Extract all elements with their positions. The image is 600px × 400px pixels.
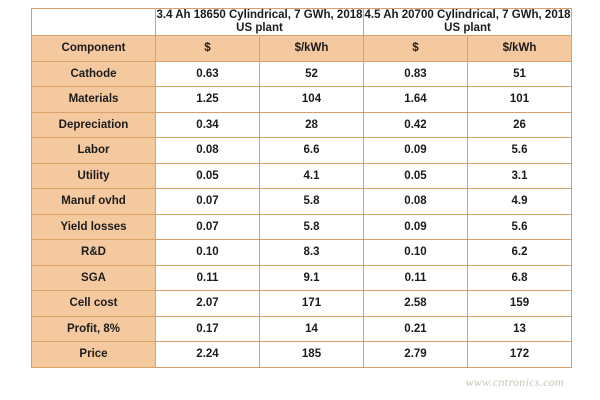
table-header-row-groups (32, 9, 572, 36)
cell-b-dollar: 0.42 (364, 112, 468, 138)
cell-b-kwh: 3.1 (468, 163, 572, 189)
cell-b-kwh: 5.6 (468, 138, 572, 164)
table-row (32, 214, 572, 240)
cell-b-dollar: 0.05 (364, 163, 468, 189)
cell-a-dollar: 1.25 (156, 87, 260, 113)
table-row (32, 342, 572, 368)
subheader-b-dollar: $ (364, 36, 468, 62)
row-label: Utility (32, 163, 156, 189)
row-label: Yield losses (32, 214, 156, 240)
cell-b-kwh: 172 (468, 342, 572, 368)
table-row (32, 87, 572, 113)
cell-b-dollar: 0.11 (364, 265, 468, 291)
cell-b-dollar: 0.83 (364, 61, 468, 87)
table-row (32, 265, 572, 291)
subheader-component: Component (32, 36, 156, 62)
row-label: SGA (32, 265, 156, 291)
cell-a-dollar: 0.05 (156, 163, 260, 189)
cell-a-kwh: 171 (260, 291, 364, 317)
cell-b-dollar: 1.64 (364, 87, 468, 113)
group-header-18650: 3.4 Ah 18650 Cylindrical, 7 GWh, 2018 US plant (156, 9, 363, 35)
cell-a-dollar: 0.08 (156, 138, 260, 164)
cell-a-kwh: 5.8 (260, 189, 364, 215)
battery-cost-table (31, 8, 572, 368)
subheader-a-dollar: $ (156, 36, 260, 62)
cell-a-kwh: 104 (260, 87, 364, 113)
cell-a-dollar: 0.34 (156, 112, 260, 138)
cell-b-kwh: 13 (468, 316, 572, 342)
row-label: Price (32, 342, 156, 368)
cell-b-kwh: 159 (468, 291, 572, 317)
watermark: www.cntronics.com (465, 375, 564, 389)
cell-a-dollar: 0.11 (156, 265, 260, 291)
row-label: Manuf ovhd (32, 189, 156, 215)
table-row (32, 291, 572, 317)
cell-b-kwh: 5.6 (468, 214, 572, 240)
cell-a-dollar: 0.10 (156, 240, 260, 266)
cell-b-dollar: 2.58 (364, 291, 468, 317)
table-row (32, 61, 572, 87)
cell-a-dollar: 0.07 (156, 214, 260, 240)
cell-b-kwh: 51 (468, 61, 572, 87)
cell-a-dollar: 2.07 (156, 291, 260, 317)
cell-b-kwh: 6.2 (468, 240, 572, 266)
table-row (32, 316, 572, 342)
group-header-20700: 4.5 Ah 20700 Cylindrical, 7 GWh, 2018 US plant (364, 9, 571, 35)
table-corner-cell (32, 9, 156, 36)
subheader-b-kwh: $/kWh (468, 36, 572, 62)
row-label: Profit, 8% (32, 316, 156, 342)
cell-a-kwh: 28 (260, 112, 364, 138)
cell-a-kwh: 185 (260, 342, 364, 368)
table-row (32, 138, 572, 164)
cell-b-kwh: 101 (468, 87, 572, 113)
row-label: Labor (32, 138, 156, 164)
table-row (32, 189, 572, 215)
table-subheader-row (32, 36, 572, 62)
cell-a-kwh: 5.8 (260, 214, 364, 240)
cell-b-kwh: 4.9 (468, 189, 572, 215)
row-label: Materials (32, 87, 156, 113)
cell-a-kwh: 9.1 (260, 265, 364, 291)
table-row (32, 163, 572, 189)
cell-a-kwh: 4.1 (260, 163, 364, 189)
row-label: Cathode (32, 61, 156, 87)
cell-a-dollar: 0.07 (156, 189, 260, 215)
cell-a-kwh: 14 (260, 316, 364, 342)
cell-b-dollar: 0.21 (364, 316, 468, 342)
cell-b-dollar: 2.79 (364, 342, 468, 368)
row-label: Depreciation (32, 112, 156, 138)
row-label: R&D (32, 240, 156, 266)
row-label: Cell cost (32, 291, 156, 317)
cell-a-dollar: 0.63 (156, 61, 260, 87)
cell-a-dollar: 2.24 (156, 342, 260, 368)
cell-b-dollar: 0.10 (364, 240, 468, 266)
cell-b-dollar: 0.09 (364, 214, 468, 240)
table-row (32, 240, 572, 266)
cell-a-kwh: 8.3 (260, 240, 364, 266)
table-row (32, 112, 572, 138)
cell-a-kwh: 52 (260, 61, 364, 87)
subheader-a-kwh: $/kWh (260, 36, 364, 62)
cell-b-dollar: 0.09 (364, 138, 468, 164)
cell-b-kwh: 26 (468, 112, 572, 138)
cell-a-dollar: 0.17 (156, 316, 260, 342)
cell-b-dollar: 0.08 (364, 189, 468, 215)
cell-a-kwh: 6.6 (260, 138, 364, 164)
cell-b-kwh: 6.8 (468, 265, 572, 291)
